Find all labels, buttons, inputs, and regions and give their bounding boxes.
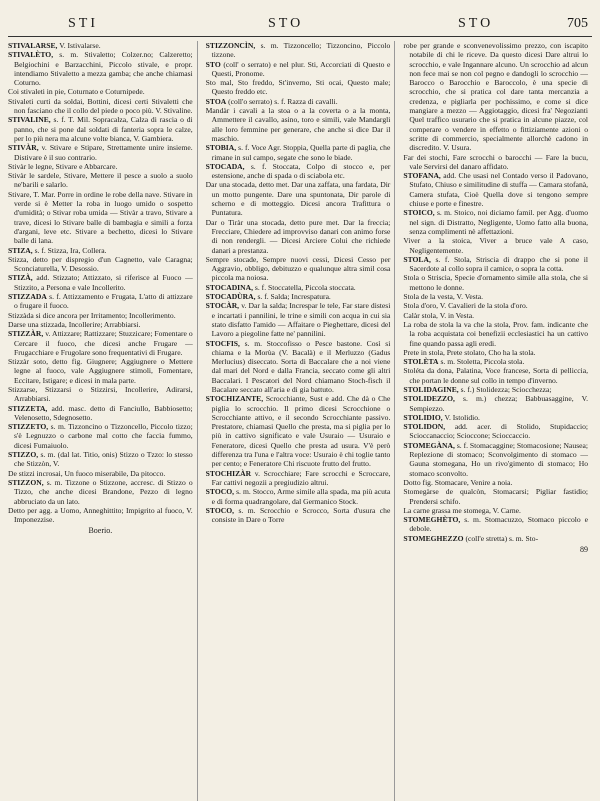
dictionary-entry: [8, 87, 193, 96]
entry-headword: STO: [205, 59, 221, 69]
entry-text: robe per grande e sconvenevolissimo prezzo, con iscapito notabile di chi le riceve. Da questo dicesi Dare altrui lo scrocchio, e vale Ingannare alcuno. Un scrocchio ad alcun non fece mai se non col pegno e dandogli lo scrocchio — Barocco o Barocchio e Baroccolo, è una specie di scrocchio, che si pratica col dare tanta mercanzia a credenza, e pigliarla per pochissimo, e come si dice mangiare a mezzo — Aggiotaggio, dicesi fra' Negozianti Quel traffico usurario che si pratica in alcune piazze, col comperare o vendere in effetto o fittiziamente azioni o scritte di commercio, specialmente allorchè cadono in discredito. V. Usura.: [403, 41, 589, 153]
entry-headword: STOMEGHÈTO,: [403, 515, 461, 525]
dictionary-entry: [206, 506, 391, 525]
dictionary-entry: [403, 441, 588, 478]
entry-text: s. m. Tizzoncino o Tizzoncello, Piccolo tizzo; s'è Legnuzzo o carbone mal cotto che faccia fummo, dicesi Fumaiuolo.: [14, 422, 193, 450]
dictionary-entry: [8, 50, 193, 87]
dictionary-entry: [8, 115, 193, 143]
entry-headword: STIZZON,: [8, 477, 44, 487]
dictionary-entry: [403, 394, 588, 413]
entry-headword: STIZZONCÌN,: [205, 41, 256, 50]
dictionary-entry: [403, 273, 588, 292]
dictionary-entry: [8, 320, 193, 329]
header-right-word: STO: [458, 16, 494, 31]
dictionary-entry: [403, 236, 588, 255]
dictionary-entry: [8, 97, 193, 116]
entry-headword: STOCO,: [205, 487, 235, 497]
entry-headword: STIZÀ,: [8, 273, 33, 283]
entry-text: v. Attizzare; Rattizzare; Stuzzicare; Fomentare o Cercare il fuoco, che dicesi anche Frugare — Frugacchiare e Frugolare sono frequentativi di Frugare.: [14, 329, 193, 357]
entry-text: Dotto fig. Stomacare, Venire a noia.: [403, 477, 513, 487]
entry-text: Scrocchiante, Sust e add. Che dà o Che piglia lo scrocchio. Il primo dicesi Scrocchione o Scrocchiante attivo, e il secondo Scrocchiante passivo. Prestatore, chiamasi Quello che presta, ma si piglia per lo più in cattivo significato e vale Usuraio — Usuraio e Feneratore, dicesi Quello che presta ad usura. V'è però differenza tra l'una e l'altra voce: Usuraio è chi toglie tanto per cento; e Feneratore Chi riscuote frutto del frutto.: [211, 394, 391, 469]
dictionary-entry: [403, 515, 588, 534]
entry-text: s. m. Scrocchio e Scrocco, Sorta d'usura che consiste in Dare o Torre: [211, 505, 391, 525]
dictionary-entry: [403, 348, 588, 357]
entry-text: Far dei stochi, Fare scrocchi o barocchi — Fare la bucu, vale Servirsi del danaro affidato.: [403, 152, 589, 171]
entry-text: Sempre stocade, Sempre nuovi cessi, Dicesi Cesso per Aggravio, obbligo, debituzzo e qualunque altra simil cosa piccola ma noiosa.: [205, 254, 391, 283]
entry-text: Stomegàrse de qualcòn, Stomacarsi; Pigliar fastidio; Prendersi schifo.: [403, 487, 589, 506]
entry-text: Prete in stola, Prete stolato, Cho ha la stola.: [403, 347, 536, 357]
entry-text: Mandàr i cavali a la stoa o a la coverta o a la monta, Ammettere il cavallo, asino, toro e simili, vale Mandargli alle loro femmine per generare, che anche si dice Dar il maschio.: [205, 106, 391, 143]
dictionary-entry: [403, 171, 588, 208]
dictionary-entry: [206, 292, 391, 301]
dictionary-entry: [8, 404, 193, 423]
entry-text: s. f. Stola, Striscia di drappo che si pone il Sacerdote al collo sopra il camice, o sopra la cotta.: [409, 254, 589, 274]
dictionary-entry: [8, 190, 193, 246]
entry-headword: STIVALÈTO,: [8, 50, 54, 60]
entry-text: Dar o Tiràr una stocada, detto pure met. Dar la freccia; Frecciare, Chiedere ad improvviso danari con animo forse di non rendergli. — Dicesi Arciere Colui che richiede danari a prestanza.: [205, 217, 391, 255]
dictionary-entry: [8, 469, 193, 478]
signature-left: Boerio.: [88, 526, 113, 536]
entry-text: Sto mal, Sto freddo, St'inverno, Sti ocai, Questo male; Questo freddo etc.: [205, 78, 391, 97]
header-left-word: STI: [68, 16, 98, 31]
entry-text: V. Istivalarse.: [59, 41, 101, 50]
dictionary-entry: [8, 311, 193, 320]
dictionary-entry: [8, 506, 193, 525]
dictionary-entry: [403, 320, 588, 348]
entry-text: s. f. Stomacaggine; Stomacosione; Nausea; Replezione di stomaco; Sconvolgimento di stomaco — Gauna stomegana, Ho un rivo'gimento di stomaco; Ho stomaco sconvolto.: [409, 440, 589, 478]
entry-text: Stizzarse, Stizzarsi o Stizzirsi, Incollerire, Adirarsi, Arrabbiarsi.: [8, 384, 193, 404]
entry-text: Detto per agg. a Uomo, Anneghittito; Impigrito al fuoco, V. Imponezzise.: [8, 505, 193, 525]
dictionary-entry: [8, 143, 193, 162]
entry-text: s. m. Tizzone o Stizzone, accresc. di Stizzo o Tizzo, che anche dicesi Brandone, Pezzo di legno abbruciato da un lato.: [14, 477, 193, 506]
entry-text: s. f. Stizza, Ira, Collera.: [34, 245, 107, 255]
column-3: [403, 41, 592, 801]
entry-text: Stivaleti curti da soldai, Bottini, dicesi certi Stivaletti che non fasciano che il collo del piede o poco più. V. Stivaline.: [8, 96, 193, 116]
entry-text: La carne grassa me stomega, V. Carne.: [403, 505, 521, 515]
dictionary-entry: [8, 292, 193, 311]
dictionary-entry: [206, 394, 391, 468]
signature-right: 89: [580, 545, 589, 555]
entry-headword: STOCHIZANTE,: [205, 394, 264, 404]
entry-headword: STOBIA,: [205, 143, 237, 153]
entry-text: s. m. Stivaletto; Colzer.no; Calzeretto; Belgiochini e Barzacchini, Piccolo stivale, e propr. intendiamo Stivaletto a mezza gamba; che anche chiamasi Coturno.: [14, 50, 193, 88]
entry-text: s. m.) chezza; Babbuasaggine, V. Sempiezzo.: [409, 394, 589, 413]
entry-text: Stizza, detto per dispregio d'un Cagnetto, vale Caragna; Sconciaturella, V. Desossio.: [8, 254, 193, 274]
dictionary-entry: [206, 487, 391, 506]
entry-headword: STOCO,: [205, 505, 235, 515]
entry-text: Stola d'oro, V. Cavalieri de la stola d'oro.: [403, 301, 528, 311]
dictionary-entry: [8, 450, 193, 469]
dictionary-entry: [8, 246, 193, 255]
entry-text: s. m. (dal lat. Titio, onis) Stizzo o Tzzo: lo stesso che Stizzòn, V.: [14, 450, 193, 469]
entry-headword: STIZA,: [8, 245, 33, 255]
entry-text: Stizzàda si dice ancora per Irritamento; Incollerimento.: [8, 310, 176, 320]
page-number: 705: [567, 16, 588, 31]
dictionary-entry: [206, 60, 391, 79]
entry-headword: STIZZO,: [8, 450, 39, 460]
dictionary-entry: [403, 311, 588, 320]
dictionary-entry: [206, 180, 391, 217]
dictionary-entry: [8, 41, 193, 50]
entry-headword: STOLIDIO,: [403, 412, 443, 422]
entry-text: Calàr stola, V. in Vesta.: [403, 310, 475, 320]
dictionary-entry: [8, 162, 193, 171]
entry-headword: STOMEGHEZZO: [403, 533, 464, 543]
entry-headword: STIVALINE,: [8, 115, 51, 125]
entry-headword: STOLÈTA: [403, 357, 439, 367]
entry-headword: STOFANA,: [403, 171, 441, 181]
column-2: [206, 41, 396, 801]
dictionary-entry: [8, 273, 193, 292]
entry-text: s. m. Stomacuzzo, Stomaco piccolo e debole.: [409, 515, 589, 534]
dictionary-entry: [206, 106, 391, 143]
entry-text: Stoléta da dona, Palatina, Voce francese, Sorta di pelliccia, che portan le donne sul collo in tempo d'inverno.: [403, 366, 589, 385]
entry-text: Stivare, T. Mar. Porre in ordine le robe della nave. Stivare in verde si è Metter la roba in luogo umido o sospetto d'umidità; o Stivar roba umida — Stivàr a travo, Stivare a trave, dicesi lo Stivare balle di bambagia e simili a forza d'argani, leve etc. Stivare a bechetto, dicesi lo Stivare balle di lana.: [8, 189, 193, 246]
entry-text: s. f. Salda; Increspatura.: [257, 292, 331, 302]
dictionary-entry: [403, 41, 588, 153]
entry-text: s. f. Attizzamento e Frugata, L'atto di attizzare o frugare il fuoco.: [14, 292, 193, 311]
dictionary-entry: [403, 153, 588, 172]
entry-text: Stivàr le legne, Stivare e Abbarcare.: [8, 161, 118, 171]
entry-text: V. Istolidio.: [444, 412, 480, 422]
dictionary-entry: [206, 301, 391, 338]
entry-headword: STOLA,: [403, 254, 431, 264]
entry-text: Stivàr le sardele, Stivare, Mettere il pesce a suolo a suolo ne'barili e salarlo.: [8, 171, 193, 190]
dictionary-entry: [206, 283, 391, 292]
entry-text: add. acer. di Stolido, Stupidaccio; Scioccanaccio; Scioccone; Scioccaccio.: [409, 422, 589, 441]
entry-headword: STOCADÙRA,: [205, 292, 256, 302]
dictionary-entry: [206, 255, 391, 283]
entry-text: Darse una stizzada, Incollerire; Arrabbiarsi.: [8, 319, 141, 329]
columns: [8, 41, 592, 801]
entry-headword: STOLIDON,: [403, 422, 446, 432]
dictionary-entry: [403, 208, 588, 236]
entry-headword: STOLIDEZZO,: [403, 394, 455, 404]
entry-text: Viver a la stoica, Viver a bruce vale A caso, Negligentemente.: [403, 236, 589, 255]
dictionary-entry: [403, 385, 588, 394]
dictionary-entry: [8, 171, 193, 190]
entry-text: s. f. T. Mil. Sopracalza, Calza di rascia o di panno, che si pone dal soldati di fanteria sopra le calze, per lo più nera ma alcune volte bianca, V. Gambiera.: [14, 115, 193, 143]
dictionary-entry: [206, 143, 391, 162]
entry-headword: STIVÀR,: [8, 143, 39, 153]
entry-headword: STIZZADA: [8, 292, 47, 302]
entry-headword: STIZZETA,: [8, 403, 48, 413]
entry-text: s. m. Stoletta, Piccola stola.: [440, 357, 525, 367]
entry-text: add. Stizzato; Attizzato, si riferisce al Fuoco — Stizzito, a Persona e vale Incollerito.: [14, 273, 193, 292]
entry-text: Dar una stocada, detto met. Dar una zaffata, una fardata, Dir un motto pungente. Dare una spuntonata, Dir parole di scherno e di motteggio. Dicesi ancora Trafittura o Puntatura.: [205, 180, 391, 218]
dictionary-entry: [403, 357, 588, 366]
entry-headword: STOCFIS,: [205, 338, 240, 348]
entry-headword: STOA: [205, 96, 227, 106]
entry-text: s. f. Voce Agr. Stoppia, Quella parte di paglia, che rimane in sul campo, segate che sono le biade.: [211, 143, 391, 162]
entry-text: add. Che usasi nel Contado verso il Padovano, Stufato, Chiuso e similitudine di stuffa — Camara stofanà, Camera stufata, Cioè Quella dove si tengono sempre chiuse e porte e finestre.: [409, 171, 589, 209]
dictionary-entry: [8, 357, 193, 385]
dictionary-entry: [403, 255, 588, 274]
entry-text: Coi stivaleti in pie, Coturnato e Coturnipede.: [8, 87, 145, 97]
dictionary-entry: [403, 422, 588, 441]
dictionary-entry: [403, 487, 588, 506]
header-middle-word: STO: [268, 16, 304, 31]
dictionary-entry: [8, 255, 193, 274]
entry-text: (coll'e stretta) s. m. Sto-: [465, 533, 539, 543]
dictionary-entry: [8, 329, 193, 357]
entry-text: (coll'o serrato) s. f. Razza di cavalli.: [228, 96, 338, 106]
entry-text: s. f. Stoccata, Colpo di stocco e, per estensione, anche di spada o di sciabola etc.: [211, 161, 391, 181]
column-1: [8, 41, 198, 801]
entry-headword: STOMEGÀNA,: [403, 440, 455, 450]
dictionary-entry: [403, 366, 588, 385]
entry-headword: STOCÀR,: [205, 301, 240, 311]
entry-headword: STOCADA,: [205, 161, 245, 171]
entry-headword: STIZZETO,: [8, 422, 49, 432]
dictionary-entry: [206, 78, 391, 97]
dictionary-entry: [8, 385, 193, 404]
entry-text: s. m. Stocco, Arme simile alla spada, ma più acuta e di forma quadrangolare, dal Germanico Stock.: [211, 487, 391, 506]
dictionary-entry: [403, 413, 588, 422]
entry-text: s. m. Tizzoncello; Tizzoncino, Piccolo tizzone.: [211, 41, 391, 60]
dictionary-entry: [403, 478, 588, 487]
dictionary-entry: [8, 422, 193, 450]
entry-text: Stola o Striscia, Specie d'ornamento simile alla stola, che si mettono le donne.: [403, 273, 589, 292]
dictionary-entry: [206, 97, 391, 106]
dictionary-entry: [403, 534, 588, 543]
dictionary-entry: [8, 478, 193, 506]
dictionary-entry: [206, 469, 391, 488]
entry-text: add. masc. detto di Fanciullo, Babbiosetto; Velenosetto, Sdegnosetto.: [14, 403, 193, 422]
entry-headword: STOCHIZÀR: [205, 468, 252, 478]
entry-text: (coll' o serrato) e nel plur. Sti, Accorciati di Questo e Questi, Pronome.: [211, 59, 391, 78]
dictionary-entry: [206, 162, 391, 181]
entry-headword: STOLIDAGINE,: [403, 384, 459, 394]
entry-text: La roba de stola la va che la stola, Prov. fam. indicante che la roba acquistata coi benefizii ecclesiastici ha un cattivo fine quando passa agli eredi.: [403, 319, 589, 348]
entry-text: Stizzàr soto, detto fig. Giugnere; Aggiugnere o Mettere legne al fuoco, vale Aggiugnere stimoli, Fomentare, Eccitare, Istigare; e dicesi in mala parte.: [8, 357, 193, 385]
entry-text: De stizzi incrosai, Un fuoco miserabile, Da pitocco.: [8, 468, 166, 478]
entry-text: s. m. Stoico, noi diciamo famil. per Agg. d'uomo nel sign. di Distratto, Negligente, Uomo fatto alla buona, senza complimenti nè affettazioni.: [409, 208, 589, 236]
entry-text: s. m. Stoccofisso o Pesce bastone. Così si chiama e la Morùa (V. Bacalà) e il Merluzzo (Gadus Merlucius) diseccato. Sorta di Baccalare che a noi viene dal mari del Nord e dalla Francia, seccato come gli altri Baccalari. I Pescatori del Nord chiamano Stoch-fisch il Bacalare seccato all'aria e di gia battuto.: [211, 338, 391, 394]
entry-headword: STOCADINA,: [205, 282, 254, 292]
dictionary-entry: [206, 41, 391, 60]
dictionary-entry: [206, 339, 391, 395]
entry-headword: STIZZÀR,: [8, 329, 44, 339]
entry-text: v. Dar la salda; Increspar le tele, Far stare distesi e incartati i pannilini, le trine e simili con acqua in cui sia stato disfatto l'amido — Affaitare o Pieghettare, dicesi del Lavoro a piegoline fatte ne' pannilini.: [211, 301, 391, 339]
page-header: [8, 16, 592, 37]
entry-text: v. Scrocchiare; Fare scrocchi e Scroccare, Far cattivi negozii a pregiudizio altrui.: [211, 468, 391, 487]
entry-headword: STIVALARSE,: [8, 41, 58, 50]
dictionary-entry: [403, 301, 588, 310]
entry-text: v. Stivare e Stipare, Strettamente unire insieme. Distivare è il suo contrario.: [14, 143, 193, 162]
dictionary-entry: [206, 218, 391, 255]
entry-text: s. f. Stoccatella, Piccola stoccata.: [254, 282, 356, 292]
entry-headword: STOICO,: [403, 208, 435, 218]
entry-text: s. f.) Stolidezza; Sciocchezza;: [460, 384, 552, 394]
entry-text: Stola de la vesta, V. Vesta.: [403, 292, 484, 302]
dictionary-entry: [403, 506, 588, 515]
dictionary-entry: [403, 292, 588, 301]
